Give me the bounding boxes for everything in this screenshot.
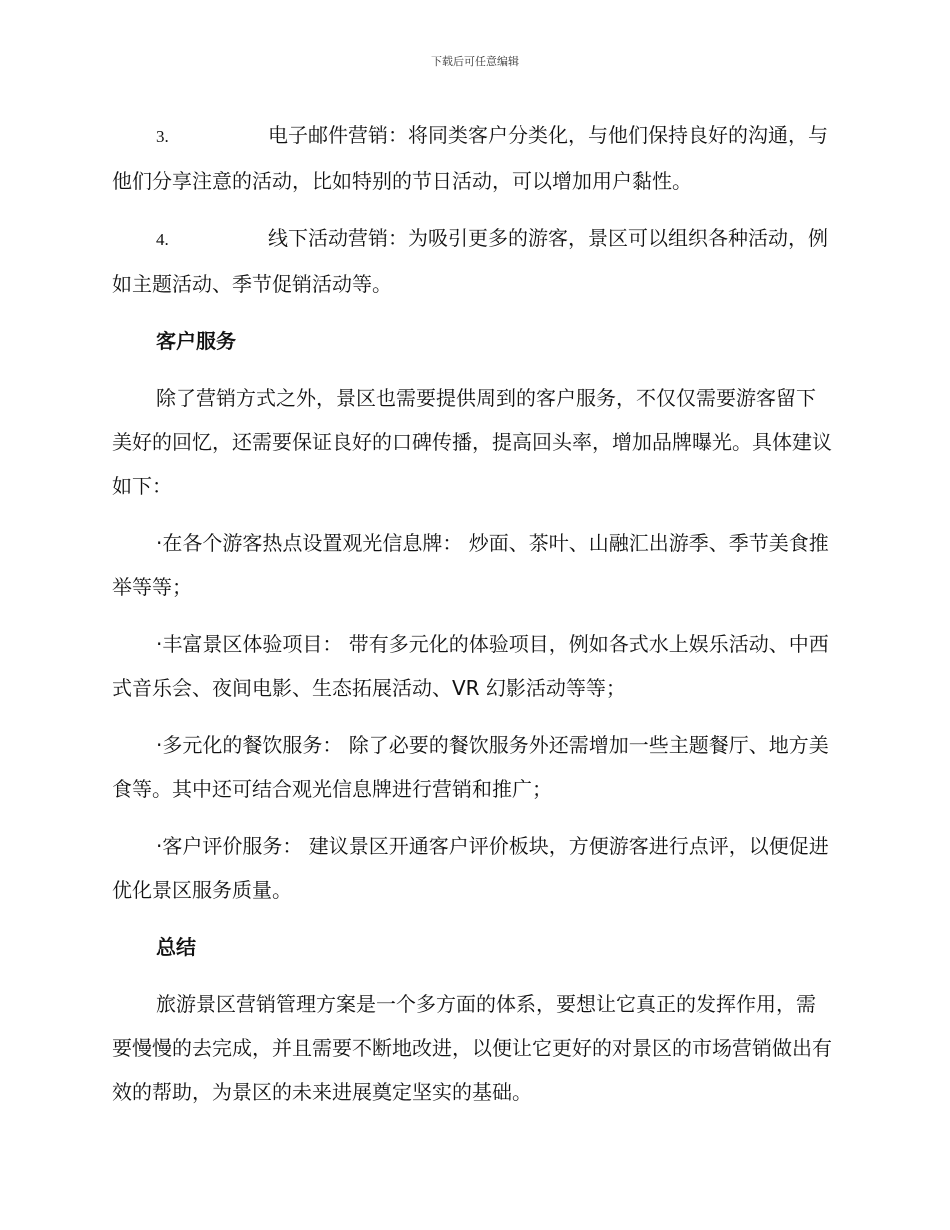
item-text: 电子邮件营销：将同类客户分类化，与他们保持良好的沟通，与他们分享注意的活动，比如特别的节日活动，可以增加用户黏性。 bbox=[112, 123, 828, 193]
bullet-item bbox=[112, 824, 834, 912]
bullet-text: · 在各个游客热点设置观光信息牌： 炒面、茶叶、山融汇出游季、季节美食推举等等； bbox=[112, 531, 829, 599]
numbered-item-4 bbox=[112, 216, 834, 306]
summary-paragraph: 旅游景区营销管理方案是一个多方面的体系，要想让它真正的发挥作用，需要慢慢的去完成，并且需要不断地改进，以便让它更好的对景区的市场营销做出有效的帮助，为景区的未来进展奠定坚实的基础。 bbox=[112, 992, 832, 1104]
bullet-item bbox=[112, 521, 834, 609]
customer-service-intro: 除了营销方式之外，景区也需要提供周到的客户服务，不仅仅需要游客留下美好的回忆，还需要保证良好的口碑传播，提高回头率，增加品牌曝光。具体建议如下： bbox=[112, 386, 832, 498]
page-header: 下载后可任意编辑 bbox=[431, 55, 519, 68]
section-heading-summary: 总结 bbox=[156, 935, 196, 959]
item-text: 线下活动营销：为吸引更多的游客，景区可以组织各种活动，例如主题活动、季节促销活动等。 bbox=[112, 226, 828, 296]
bullet-text: · 客户评价服务： 建议景区开通客户评价板块，方便游客进行点评，以便促进优化景区服务质量。 bbox=[112, 834, 829, 902]
bullet-text: · 多元化的餐饮服务： 除了必要的餐饮服务外还需增加一些主题餐厅、地方美食等。其中还可结合观光信息牌进行营销和推广； bbox=[112, 733, 829, 801]
bullet-text: · 丰富景区体验项目： 带有多元化的体验项目，例如各式水上娱乐活动、中西式音乐会、夜间电影、生态拓展活动、VR 幻影活动等等； bbox=[112, 632, 829, 700]
bullet-item bbox=[112, 723, 834, 811]
section-heading-customer-service: 客户服务 bbox=[156, 329, 236, 353]
bullet-item bbox=[112, 622, 834, 710]
numbered-item-3 bbox=[112, 113, 834, 203]
item-number: 4. bbox=[156, 230, 169, 249]
item-number: 3. bbox=[156, 127, 169, 146]
document-body bbox=[112, 113, 834, 1127]
